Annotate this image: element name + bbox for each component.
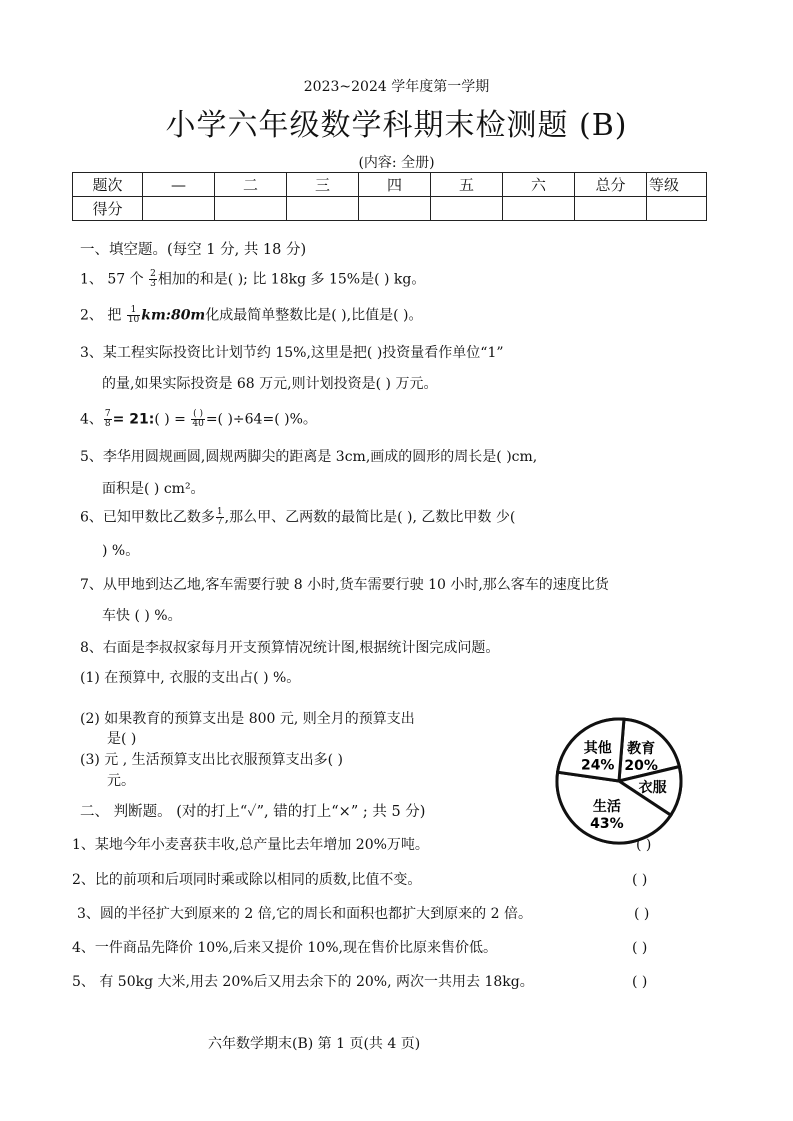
question-7-line-1: 7、从甲地到达乙地,客车需要行驶 8 小时,货车需要行驶 10 小时,那么客车的速度比货 xyxy=(80,577,609,593)
fraction-numerator: 1 xyxy=(216,507,223,517)
budget-pie-chart xyxy=(553,715,685,847)
question-5-line-1: 5、李华用圆规画圆,圆规两脚尖的距离是 3cm,画成的圆形的周长是( )cm, xyxy=(80,449,538,465)
pie-slice-value: 24% xyxy=(580,757,615,774)
question-5-line-2: 面积是( ) cm²。 xyxy=(102,481,205,497)
pie-slice-label: 教育 xyxy=(627,741,656,758)
judge-item-5: 5、 有 50kg 大米,用去 20%后又用去余下的 20%, 两次一共用去 18kg。 xyxy=(72,974,534,990)
term-subtitle: 2023~2024 学年度第一学期 xyxy=(303,79,490,95)
page-footer: 六年数学期末(B) 第 1 页(共 4 页) xyxy=(208,1036,421,1052)
table-cell: 四 xyxy=(359,173,431,197)
answer-blank[interactable]: ( ) xyxy=(636,837,652,853)
score-input-cell[interactable] xyxy=(503,197,575,221)
fraction-numerator: 7 xyxy=(104,409,111,419)
question-text: ( ) = xyxy=(154,411,186,428)
fraction-denominator: 8 xyxy=(104,419,111,429)
section-heading: 二、 判断题。 (对的打上“✓”, 错的打上“×” ; 共 5 分) xyxy=(80,804,426,820)
question-8-part-2: (2) 如果教育的预算支出是 800 元, 则全月的预算支出 xyxy=(80,711,415,727)
pie-slice-label: 衣服 xyxy=(638,779,667,796)
section-heading: 一、填空题。(每空 1 分, 共 18 分) xyxy=(80,242,307,258)
question-8-part-3: (3) 元 , 生活预算支出比衣服预算支出多( ) xyxy=(80,752,344,768)
judge-item-1: 1、某地今年小麦喜获丰收,总产量比去年增加 20%万吨。 xyxy=(72,837,429,853)
math-expression: = 21: xyxy=(112,411,155,428)
fraction-numerator: 1 xyxy=(127,306,140,316)
pie-slice-value: 43% xyxy=(590,815,624,832)
question-8-part-2-cont: 是( ) xyxy=(107,731,137,747)
fraction xyxy=(127,306,140,325)
fraction xyxy=(216,508,224,527)
score-input-cell[interactable] xyxy=(287,197,359,221)
question-text: 相加的和是( ); 比 18kg 多 15%是( ) kg。 xyxy=(157,271,426,288)
table-cell: 得分 xyxy=(73,197,143,221)
question-7-line-2: 车快 ( ) %。 xyxy=(102,608,182,624)
fraction-denominator: 40 xyxy=(192,419,204,429)
question-3-line-1: 3、某工程实际投资比计划节约 15%,这里是把( )投资量看作单位“1” xyxy=(80,345,504,361)
question-8-line-1: 8、右面是李叔叔家每月开支预算情况统计图,根据统计图完成问题。 xyxy=(80,640,500,656)
question-2 xyxy=(80,306,422,325)
question-text: 2、 把 xyxy=(80,307,122,324)
pie-slice-label: 生活 xyxy=(592,798,621,815)
fraction-denominator: 3 xyxy=(150,279,156,289)
question-text: ,那么甲、乙两数的最简比是( ), 乙数比甲数 少( xyxy=(224,509,516,526)
question-6-line-2: ) %。 xyxy=(102,543,140,559)
score-table-score-row xyxy=(73,197,707,221)
judge-item-2: 2、比的前项和后项同时乘或除以相同的质数,比值不变。 xyxy=(72,872,422,888)
score-table-header-row xyxy=(73,173,707,197)
table-cell: 六 xyxy=(503,173,575,197)
question-1 xyxy=(80,270,425,289)
answer-blank[interactable]: ( ) xyxy=(632,872,648,888)
score-input-cell[interactable] xyxy=(431,197,503,221)
score-input-cell[interactable] xyxy=(359,197,431,221)
fraction xyxy=(104,410,112,429)
question-text: 1、 57 个 xyxy=(80,271,144,288)
score-input-cell[interactable] xyxy=(143,197,215,221)
question-text: 4、 xyxy=(80,411,103,428)
question-8-part-1: (1) 在预算中, 衣服的支出占( ) %。 xyxy=(80,670,301,686)
fraction-denominator: 10 xyxy=(127,315,140,325)
fraction-numerator: ( ) xyxy=(193,409,204,419)
math-expression: km:80m xyxy=(141,307,206,324)
table-cell: 总分 xyxy=(575,173,647,197)
exam-scope: (内容: 全册) xyxy=(358,155,435,171)
question-text: 化成最简单整数比是( ),比值是( )。 xyxy=(205,307,423,324)
score-table xyxy=(72,172,707,221)
question-text: 6、已知甲数比乙数多 xyxy=(80,509,215,526)
score-input-cell[interactable] xyxy=(647,197,707,221)
fraction-numerator: 2 xyxy=(150,269,156,279)
answer-blank[interactable]: ( ) xyxy=(632,940,648,956)
page-title: 小学六年级数学科期末检测题 (B) xyxy=(165,108,628,143)
table-cell: 题次 xyxy=(73,173,143,197)
question-3-line-2: 的量,如果实际投资是 68 万元,则计划投资是( ) 万元。 xyxy=(102,376,438,392)
table-cell: 三 xyxy=(287,173,359,197)
fraction-denominator: 7 xyxy=(216,517,223,527)
answer-blank[interactable]: ( ) xyxy=(634,906,650,922)
fraction xyxy=(149,270,157,289)
table-cell: 二 xyxy=(215,173,287,197)
pie-slice-label: 其他 xyxy=(583,740,612,757)
score-input-cell[interactable] xyxy=(575,197,647,221)
question-8-part-3-cont: 元。 xyxy=(107,773,135,789)
fraction xyxy=(191,410,204,429)
table-cell: — xyxy=(143,173,215,197)
judge-item-3: 3、圆的半径扩大到原来的 2 倍,它的周长和面积也都扩大到原来的 2 倍。 xyxy=(77,906,532,922)
score-input-cell[interactable] xyxy=(215,197,287,221)
question-4 xyxy=(80,410,317,429)
table-cell: 五 xyxy=(431,173,503,197)
pie-slice-value: 20% xyxy=(624,758,658,775)
question-6 xyxy=(80,508,515,527)
judge-item-4: 4、一件商品先降价 10%,后来又提价 10%,现在售价比原来售价低。 xyxy=(72,940,497,956)
answer-blank[interactable]: ( ) xyxy=(632,974,648,990)
table-cell: 等级 xyxy=(647,173,707,197)
question-text: =( )÷64=( )%。 xyxy=(205,411,317,428)
